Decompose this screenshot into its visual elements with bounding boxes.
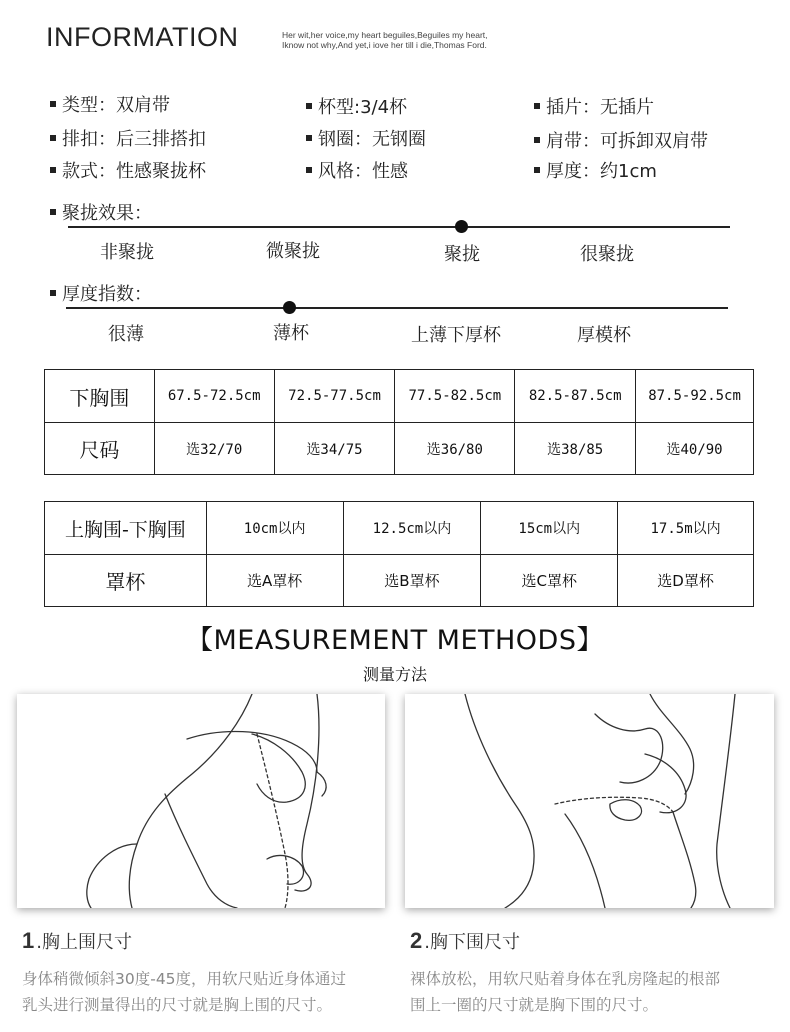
bust-difference-header: 上胸围-下胸围 [45, 502, 207, 555]
size-cell: 选40/90 [636, 423, 754, 475]
spec-underwire: 钢圈：无钢圈 [306, 125, 426, 151]
quote-line-2: Iknow not why,And yet,i iove her till i die,Thomas Ford. [282, 40, 487, 50]
cup-cell: 选A罩杯 [206, 555, 343, 607]
underbust-cell: 72.5-77.5cm [274, 370, 395, 423]
bullet-icon [306, 135, 312, 141]
size-cell: 选34/75 [274, 423, 395, 475]
push-option-light: 微聚拢 [266, 241, 320, 262]
spec-look: 风格：性感 [306, 157, 408, 183]
spec-clasp: 排扣：后三排搭扣 [50, 125, 206, 151]
bust-difference-cell: 17.5m以内 [618, 502, 754, 555]
measurement-title: 【MEASUREMENT METHODS】 [185, 625, 604, 656]
quote-line-1: Her wit,her voice,my heart beguiles,Beguiles my heart, [282, 30, 488, 40]
spec-style: 款式：性感聚拢杯 [50, 157, 206, 183]
table-row [45, 555, 754, 607]
push-scale-label: 聚拢效果： [50, 199, 152, 225]
size-cell: 选36/80 [395, 423, 515, 475]
push-scale-track [68, 226, 730, 228]
step-1-description [22, 966, 392, 1018]
size-cell: 选32/70 [154, 423, 274, 475]
underbust-cell: 87.5-92.5cm [636, 370, 754, 423]
underbust-cell: 82.5-87.5cm [515, 370, 636, 423]
step-2-line-1: 裸体放松，用软尺贴着身体在乳房隆起的根部 [410, 970, 721, 988]
page-title: INFORMATION [46, 22, 239, 52]
bullet-icon [50, 209, 56, 215]
size-cell: 选38/85 [515, 423, 636, 475]
bust-difference-cell: 15cm以内 [481, 502, 618, 555]
spec-insert: 插片：无插片 [534, 93, 654, 119]
push-scale-marker [455, 220, 468, 233]
table-row [45, 423, 754, 475]
illustration-bust-measure [17, 694, 385, 908]
cup-table [44, 501, 754, 607]
step-2-number: 2 [410, 928, 423, 953]
push-option-strong: 很聚拢 [580, 244, 634, 265]
step-1-number: 1 [22, 928, 35, 953]
step-2-heading: 2 . 胸下围尺寸 [410, 928, 520, 953]
push-option-medium: 聚拢 [444, 244, 480, 265]
table-row [45, 370, 754, 423]
step-2-line-2: 围上一圈的尺寸就是胸下围的尺寸。 [410, 996, 659, 1014]
bullet-icon [534, 167, 540, 173]
bullet-icon [50, 290, 56, 296]
thickness-scale-track [66, 307, 728, 309]
thickness-option-thin: 薄杯 [273, 323, 309, 344]
cup-cell: 选D罩杯 [618, 555, 754, 607]
bullet-icon [50, 167, 56, 173]
bullet-icon [306, 103, 312, 109]
illustration-underbust-measure [405, 694, 774, 908]
figure-front-icon [405, 694, 774, 908]
size-header: 尺码 [45, 423, 155, 475]
step-1-heading: 1 . 胸上围尺寸 [22, 928, 132, 953]
thickness-option-thick: 厚模杯 [577, 325, 631, 346]
table-row [45, 502, 754, 555]
cup-cell: 选B罩杯 [343, 555, 481, 607]
thickness-scale-label: 厚度指数： [50, 280, 152, 306]
underbust-header: 下胸围 [45, 370, 155, 423]
cup-header: 罩杯 [45, 555, 207, 607]
push-option-none: 非聚拢 [100, 242, 154, 263]
step-1-title: 胸上围尺寸 [41, 932, 132, 953]
underbust-cell: 77.5-82.5cm [395, 370, 515, 423]
bullet-icon [50, 101, 56, 107]
thickness-option-very-thin: 很薄 [108, 324, 144, 345]
header-quote [282, 30, 552, 50]
bullet-icon [50, 135, 56, 141]
cup-cell: 选C罩杯 [481, 555, 618, 607]
step-1-line-1: 身体稍微倾斜30度-45度，用软尺贴近身体通过 [22, 970, 347, 988]
thickness-scale-marker [283, 301, 296, 314]
bullet-icon [534, 137, 540, 143]
bust-difference-cell: 12.5cm以内 [343, 502, 481, 555]
thickness-option-graded: 上薄下厚杯 [411, 325, 501, 346]
spec-type: 类型：双肩带 [50, 91, 170, 117]
bullet-icon [306, 167, 312, 173]
step-1-line-2: 乳头进行测量得出的尺寸就是胸上围的尺寸。 [22, 996, 333, 1014]
underbust-cell: 67.5-72.5cm [154, 370, 274, 423]
spec-straps: 肩带：可拆卸双肩带 [534, 127, 708, 153]
bust-difference-cell: 10cm以内 [206, 502, 343, 555]
step-2-description [410, 966, 780, 1018]
spec-cup-type: 杯型:3/4杯 [306, 93, 407, 119]
size-table [44, 369, 754, 475]
measurement-subtitle: 测量方法 [362, 665, 427, 684]
figure-side-icon [17, 694, 385, 908]
spec-thickness: 厚度：约1cm [534, 157, 657, 183]
bullet-icon [534, 103, 540, 109]
step-2-title: 胸下围尺寸 [429, 932, 520, 953]
